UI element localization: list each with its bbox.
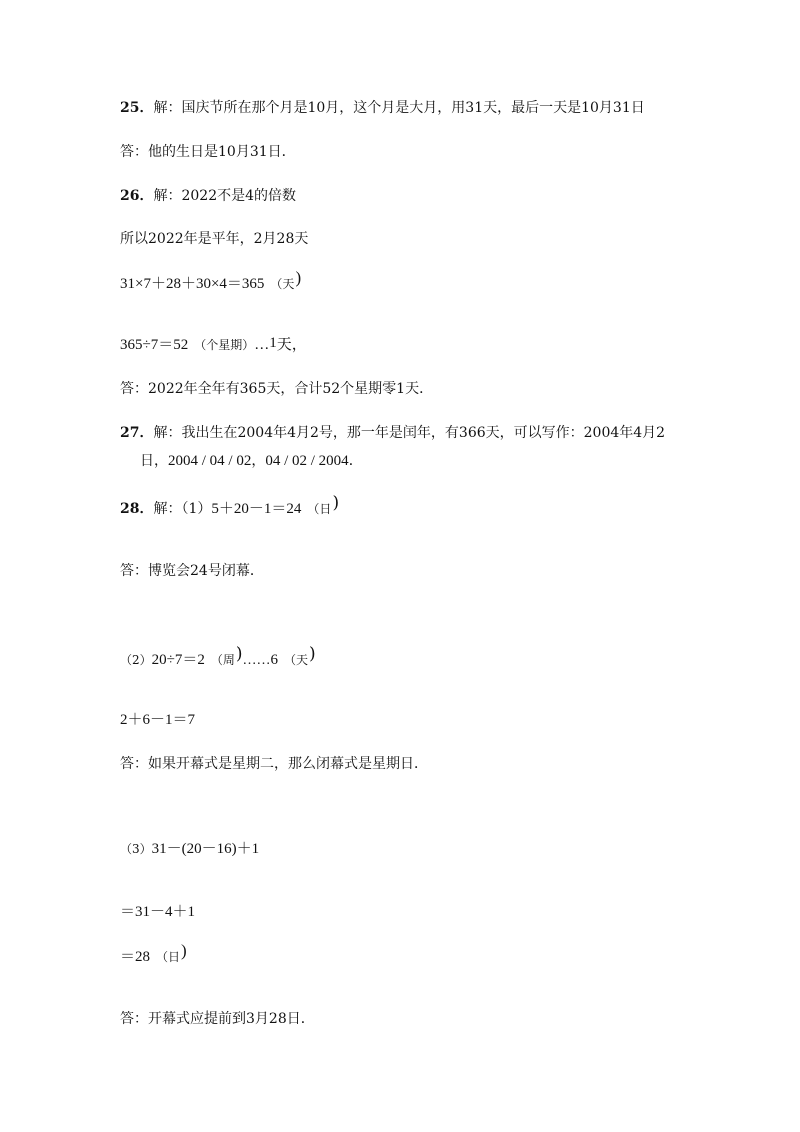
remainder-unit: （天 — [284, 653, 309, 667]
problem-27-line1 — [120, 424, 665, 442]
problem-28-part3-answer: 答：开幕式应提前到3月28日． — [120, 1011, 315, 1027]
remainder-dots: … — [254, 337, 270, 353]
line2-prefix: 日， — [140, 453, 168, 469]
part1-label: （1） — [181, 501, 212, 517]
unit-text: （天 — [270, 277, 295, 291]
unit-close: ) — [235, 644, 243, 664]
unit-close: ) — [181, 941, 187, 960]
date-format-1: 2004 / 04 / 02 — [168, 453, 252, 469]
problem-25-answer: 答：他的生日是10月31日． — [120, 144, 296, 160]
problem-28-part1-answer: 答：博览会24号闭幕． — [120, 563, 264, 579]
part1-equation: 5＋20－1＝24 — [211, 501, 302, 517]
unit-text: （日 — [156, 950, 181, 964]
problem-28-part2 — [120, 644, 316, 670]
problem-28-part3-equation-2: ＝31－4＋1 — [120, 904, 196, 920]
equation-text: 365÷7＝52 — [120, 337, 189, 353]
problem-25-solution — [120, 99, 645, 117]
part2-label: （2） — [120, 653, 152, 667]
problem-26-line1 — [120, 187, 296, 205]
unit-close: ) — [295, 268, 302, 287]
date-format-2: 04 / 02 / 2004 — [265, 453, 349, 469]
remainder-unit: 天， — [276, 337, 307, 353]
problem-25-number: 25． — [120, 100, 154, 116]
problem-26-answer: 答：2022年全年有365天，合计52个星期零1天． — [120, 381, 434, 397]
problem-28-prefix: 解： — [153, 501, 182, 517]
problem-28-part2-answer: 答：如果开幕式是星期二，那么闭幕式是星期日． — [120, 756, 428, 772]
problem-26-line1-text: 解：2022不是4的倍数 — [153, 188, 297, 204]
problem-25-solution-text: 解：国庆节所在那个月是10月，这个月是大月，用31天，最后一天是10月31日 — [153, 100, 645, 116]
problem-28-part1 — [120, 493, 340, 518]
unit-text: （日 — [307, 502, 332, 516]
problem-28-part3 — [120, 840, 259, 858]
problem-28-part3-equation-3 — [120, 941, 187, 966]
problem-26-line2: 所以2022年是平年，2月28天 — [120, 231, 309, 247]
date-separator: ， — [251, 453, 266, 469]
remainder-dots: …… — [242, 653, 271, 668]
part3-label: （3） — [120, 842, 152, 856]
problem-28-number: 28． — [120, 501, 154, 517]
remainder-value: 1 — [269, 335, 277, 351]
unit-text: （周 — [210, 653, 235, 667]
problem-26-equation-1 — [120, 268, 302, 293]
problem-26-number: 26． — [120, 188, 154, 204]
equation-text: 31×7＋28＋30×4＝365 — [120, 276, 265, 292]
problem-27-line2 — [140, 452, 363, 470]
part2-equation: 20÷7＝2 — [151, 652, 205, 668]
problem-27-line1-text: 解：我出生在2004年4月2号，那一年是闰年，有366天，可以写作：2004年4月2 — [153, 425, 666, 441]
part3-equation-1: 31－(20－16)＋1 — [151, 841, 260, 857]
remainder-unit-close: ) — [309, 644, 316, 664]
problem-26-equation-2 — [120, 336, 307, 354]
line2-end: ． — [348, 453, 363, 469]
unit-close: ) — [332, 493, 340, 513]
unit-text: （个星期） — [194, 338, 255, 352]
problem-28-part2-equation-2: 2＋6－1＝7 — [120, 712, 196, 728]
problem-27-number: 27． — [120, 425, 154, 441]
remainder-value: 6 — [270, 652, 279, 668]
equation-text: ＝28 — [120, 949, 151, 965]
